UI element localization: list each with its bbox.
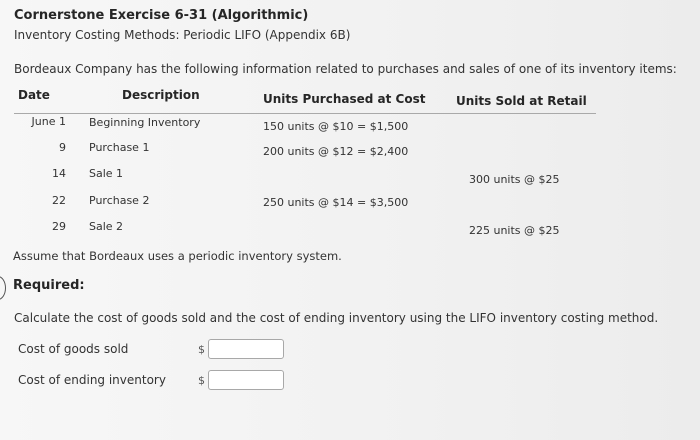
required-instruction: Calculate the cost of goods sold and the cost of ending inventory using the LIFO inventory costing method. [14,311,659,325]
table-row-units-sold: 300 units @ $25 [469,173,560,186]
problem-intro: Bordeaux Company has the following information related to purchases and sales of one of its inventory items: [14,62,677,76]
table-row-units-sold: 225 units @ $25 [469,224,560,237]
table-row-units-purchased: 150 units @ $10 = $1,500 [263,120,409,133]
table-row-description: Sale 1 [89,167,124,180]
table-row-units-purchased: 200 units @ $12 = $2,400 [263,145,409,158]
column-header-units-sold: Units Sold at Retail [456,94,587,108]
table-row-units-purchased: 250 units @ $14 = $3,500 [263,196,409,209]
table-row-description: Purchase 2 [89,194,150,207]
page-edge-mark [0,276,6,300]
exercise-title: Cornerstone Exercise 6-31 (Algorithmic) [14,8,309,23]
table-row-description: Beginning Inventory [89,116,201,129]
table-header-divider [14,113,596,114]
exercise-subtitle: Inventory Costing Methods: Periodic LIFO (Appendix 6B) [14,28,351,42]
table-row-date: 29 [52,220,66,233]
required-heading: Required: [13,278,85,293]
table-row-description: Purchase 1 [89,141,150,154]
table-row-date: 14 [52,167,66,180]
cogs-currency-symbol: $ [198,343,205,356]
column-header-description: Description [122,88,200,102]
cogs-input[interactable] [208,339,284,359]
cogs-label: Cost of goods sold [18,342,129,356]
table-row-date: June 1 [31,115,66,128]
table-row-description: Sale 2 [89,220,124,233]
column-header-units-purchased: Units Purchased at Cost [263,92,426,106]
column-header-date: Date [18,88,50,102]
ending-inventory-label: Cost of ending inventory [18,373,166,387]
table-row-date: 9 [59,141,66,154]
table-row-date: 22 [52,194,66,207]
ending-inventory-currency-symbol: $ [198,374,205,387]
assumption-text: Assume that Bordeaux uses a periodic inventory system. [13,249,342,263]
ending-inventory-input[interactable] [208,370,284,390]
